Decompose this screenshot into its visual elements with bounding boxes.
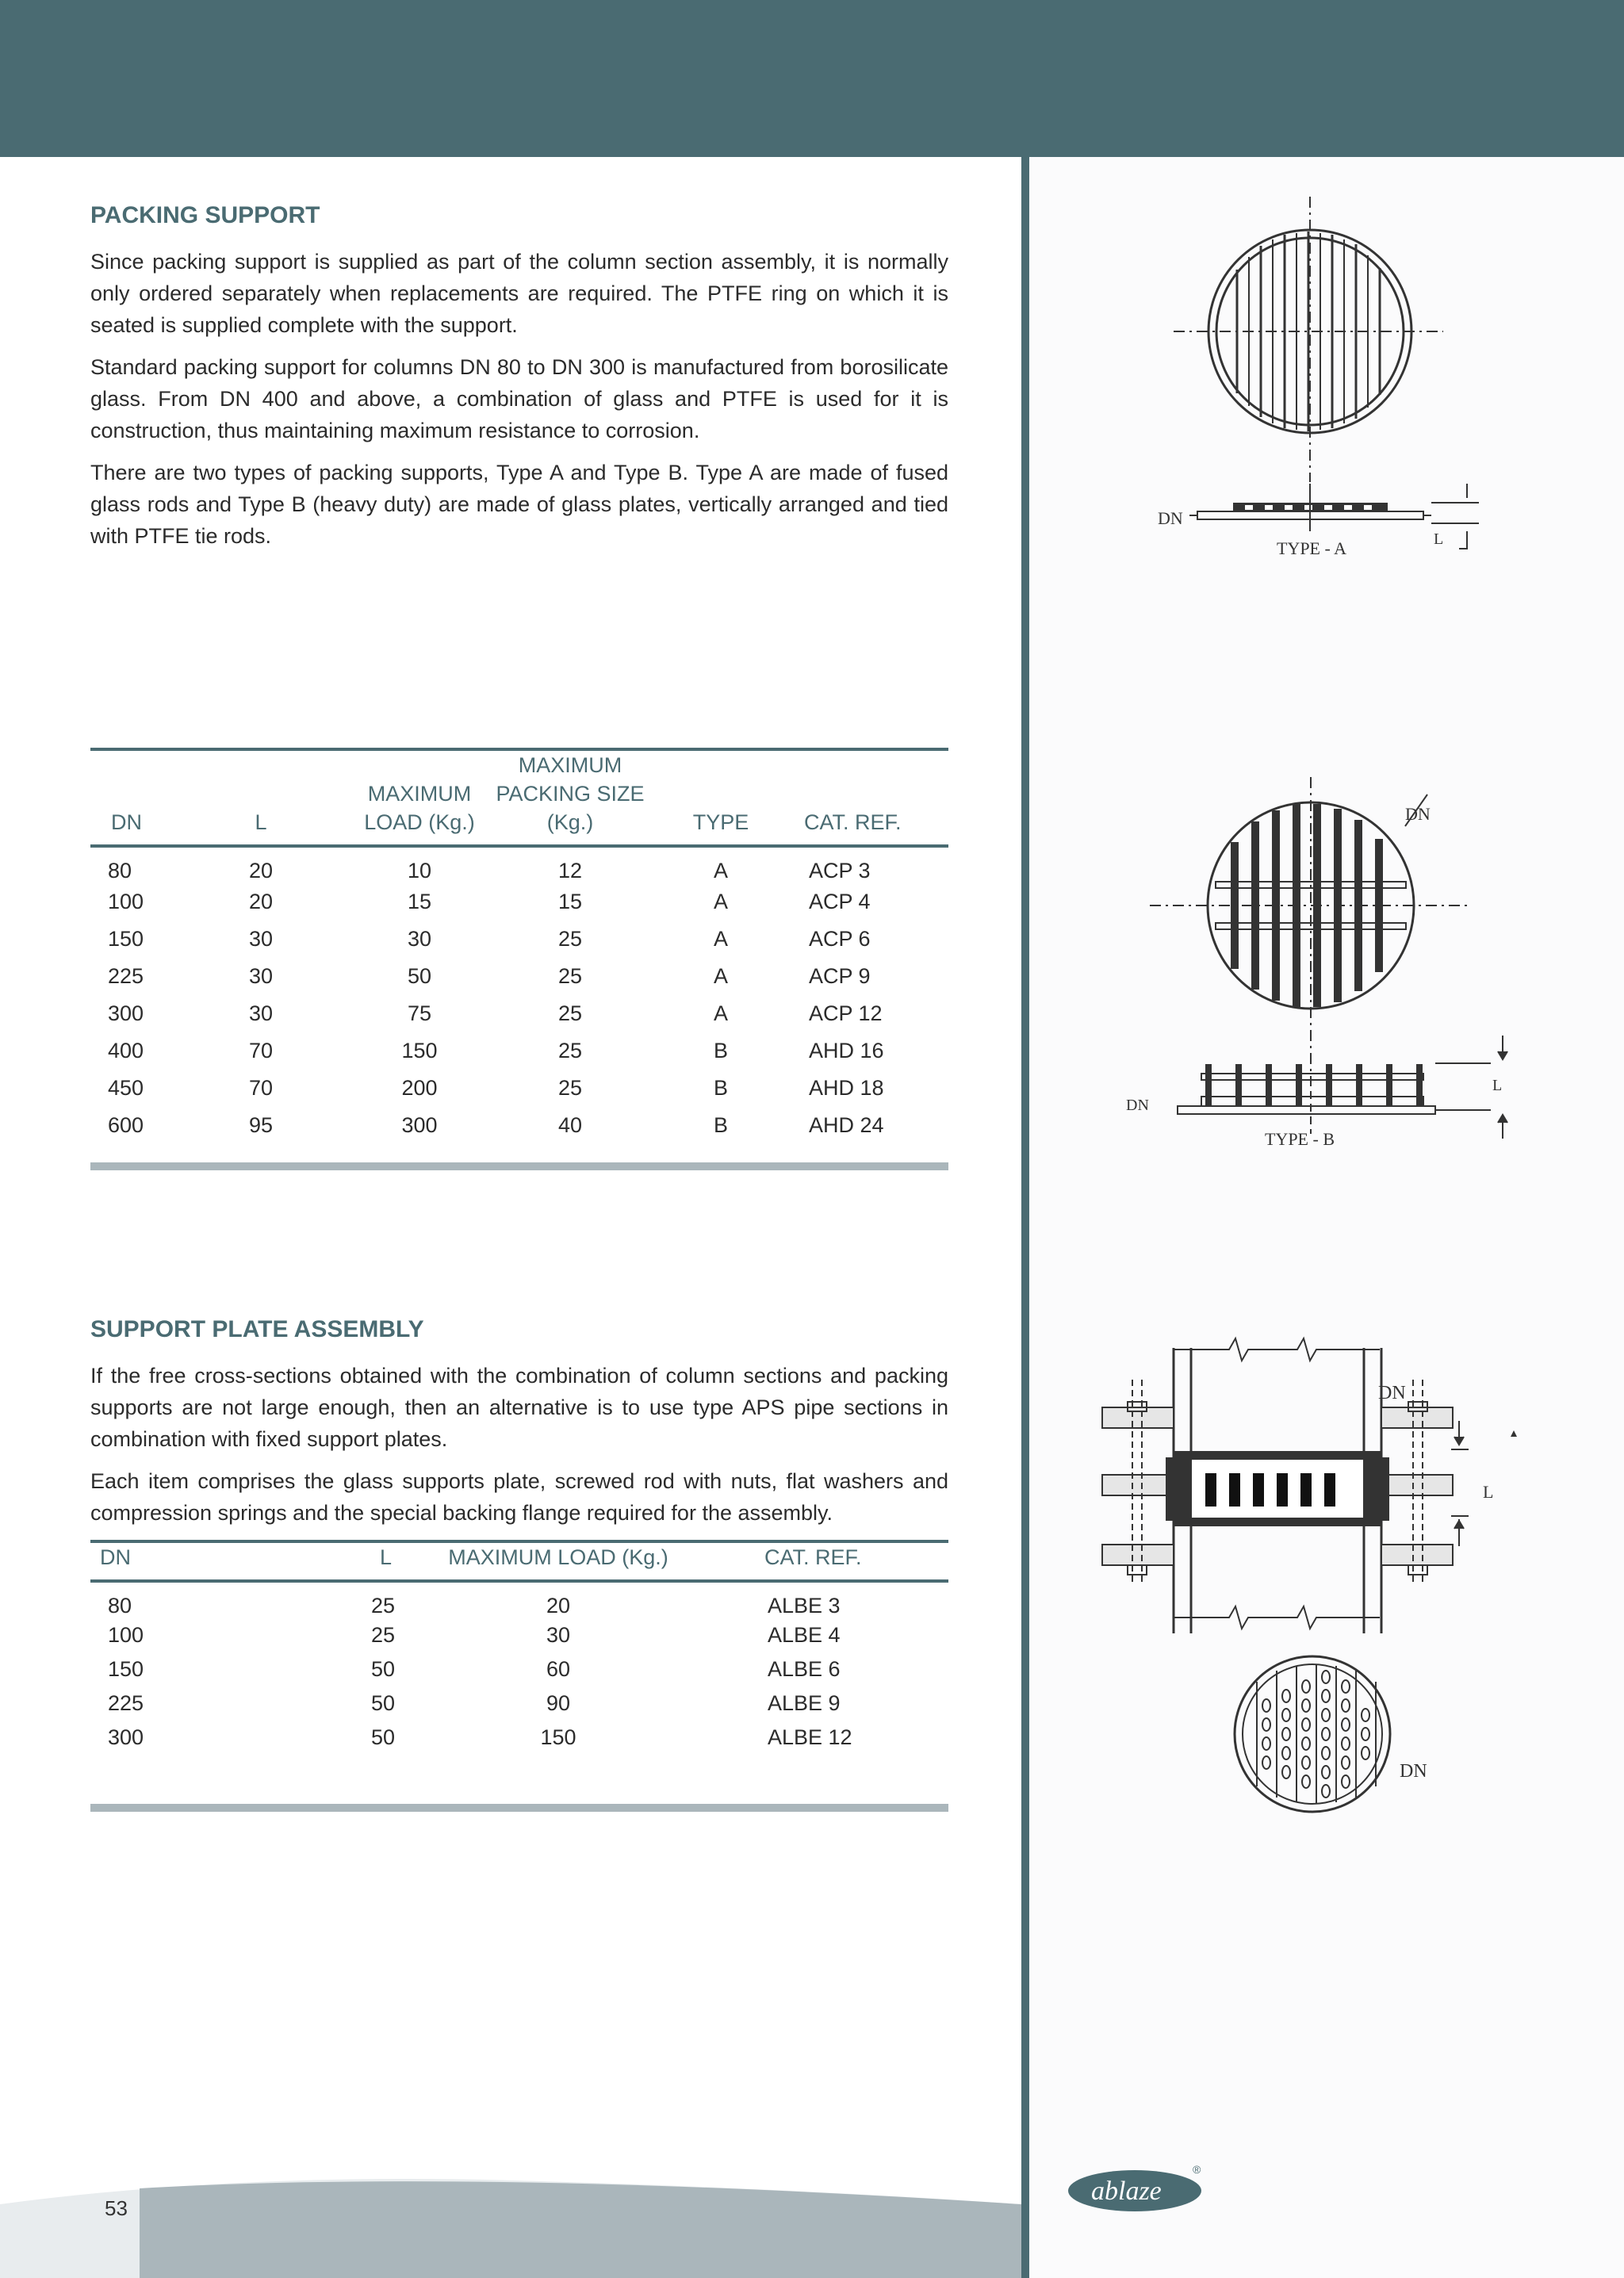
table-cell: 12 xyxy=(557,859,583,882)
table-cell: AHD 18 xyxy=(809,1076,884,1100)
table-cell: 25 xyxy=(557,964,583,988)
packing-support-paragraph-2: Standard packing support for columns DN 80 to DN 300 is manufactured from borosilicate glass. From DN 400 and above, a combination of glass and PTFE is used for it is construction, thus maintaining maximum resistance to corrosion. xyxy=(90,355,948,442)
table-cell: 600 xyxy=(108,1113,144,1137)
table-cell: 150 xyxy=(401,1039,438,1062)
table-cell: 300 xyxy=(401,1113,438,1137)
perforation-hole xyxy=(1302,1737,1310,1750)
table-cell: A xyxy=(713,927,728,951)
support-plate-plan-drawing xyxy=(1162,1653,1479,1824)
table-row xyxy=(90,846,948,883)
table-row xyxy=(90,1652,948,1686)
perforation-hole xyxy=(1302,1756,1310,1769)
table-cell: 150 xyxy=(108,927,144,951)
table-cell: 95 xyxy=(248,1113,274,1137)
support-plate-table-rule xyxy=(90,1804,948,1812)
table-row xyxy=(90,1721,948,1755)
table-cell: 225 xyxy=(108,1691,144,1715)
table-header-row xyxy=(90,749,948,846)
assembly-l-label: L xyxy=(1483,1482,1494,1502)
header-band xyxy=(0,0,1624,157)
col-header-type: TYPE xyxy=(692,810,749,834)
packing-support-title: PACKING SUPPORT xyxy=(90,202,320,228)
table-cell: B xyxy=(713,1113,728,1137)
table-cell: 100 xyxy=(108,890,144,913)
table-cell: 30 xyxy=(546,1623,571,1647)
perforation-hole xyxy=(1282,1747,1290,1759)
perforation-hole xyxy=(1262,1756,1270,1769)
perforation-hole xyxy=(1322,1747,1330,1759)
table-cell: 50 xyxy=(370,1657,395,1681)
logo-registered-mark: ® xyxy=(1193,2163,1201,2176)
table-row xyxy=(90,921,948,958)
col-header-l: L xyxy=(379,1545,392,1569)
perforation-hole xyxy=(1362,1709,1369,1721)
table-cell: ALBE 3 xyxy=(768,1594,841,1618)
page-number: 53 xyxy=(105,2196,128,2220)
perforation-hole xyxy=(1262,1737,1270,1750)
perforation-hole xyxy=(1322,1709,1330,1721)
table-cell: 450 xyxy=(108,1076,144,1100)
table-cell: B xyxy=(713,1076,728,1100)
col-header-cat-ref: CAT. REF. xyxy=(764,1545,862,1569)
col-header-l: L xyxy=(255,810,267,834)
table-row xyxy=(90,1618,948,1652)
perforation-hole xyxy=(1322,1785,1330,1798)
packing-support-paragraph-1: Since packing support is supplied as part of the column section assembly, it is normally only ordered separately when replacements are required. The PTFE ring on which it is seated is supplied complete with the support. xyxy=(90,250,948,337)
footer-wave xyxy=(0,2173,1021,2278)
perforation-hole xyxy=(1282,1690,1290,1702)
table-row xyxy=(90,1686,948,1721)
table-cell: 25 xyxy=(370,1594,395,1618)
table-cell: A xyxy=(713,964,728,988)
table-cell: 25 xyxy=(557,1001,583,1025)
table-cell: 15 xyxy=(557,890,583,913)
table-cell: 90 xyxy=(546,1691,571,1715)
perforation-hole xyxy=(1282,1728,1290,1740)
table-cell: A xyxy=(713,890,728,913)
table-cell: 30 xyxy=(407,927,432,951)
table-cell: 30 xyxy=(248,927,274,951)
table-cell: 25 xyxy=(557,1039,583,1062)
table-cell: 70 xyxy=(248,1039,274,1062)
table-cell: 15 xyxy=(407,890,432,913)
perforation-hole xyxy=(1342,1775,1350,1788)
table-cell: 150 xyxy=(540,1725,576,1749)
type-b-caption: TYPE - B xyxy=(1265,1129,1335,1149)
table-cell: 30 xyxy=(248,1001,274,1025)
perforation-hole xyxy=(1322,1728,1330,1740)
packing-support-table xyxy=(90,748,948,1144)
plate-dn-label: DN xyxy=(1400,1761,1427,1782)
table-cell: 400 xyxy=(108,1039,144,1062)
table-cell: 300 xyxy=(108,1725,144,1749)
packing-support-table-rule xyxy=(90,1162,948,1170)
table-cell: 225 xyxy=(108,964,144,988)
table-row xyxy=(90,958,948,995)
table-row xyxy=(90,1032,948,1070)
table-cell: 50 xyxy=(370,1725,395,1749)
table-cell: 25 xyxy=(557,927,583,951)
perforation-hole xyxy=(1322,1766,1330,1778)
table-cell: 20 xyxy=(248,859,274,882)
support-plate-title: SUPPORT PLATE ASSEMBLY xyxy=(90,1316,424,1342)
assembly-dn-label: DN xyxy=(1378,1383,1406,1403)
col-header-max-load: MAXIMUM LOAD (Kg.) xyxy=(364,782,475,834)
col-header-dn: DN xyxy=(111,810,142,834)
table-cell: ALBE 6 xyxy=(768,1657,841,1681)
table-cell: 80 xyxy=(108,1594,132,1618)
type-b-l-label: L xyxy=(1492,1077,1503,1094)
perforation-hole xyxy=(1262,1699,1270,1712)
support-plate-table xyxy=(90,1540,948,1755)
table-cell: 40 xyxy=(557,1113,583,1137)
table-cell: 60 xyxy=(546,1657,571,1681)
col-header-cat-ref: CAT. REF. xyxy=(804,810,902,834)
column-divider xyxy=(1021,157,1029,2278)
table-cell: 10 xyxy=(407,859,432,882)
table-cell: 80 xyxy=(108,859,132,882)
table-cell: ALBE 9 xyxy=(768,1691,841,1715)
table-cell: 30 xyxy=(248,964,274,988)
table-cell: 50 xyxy=(407,964,432,988)
table-cell: 150 xyxy=(108,1657,144,1681)
perforation-hole xyxy=(1342,1680,1350,1693)
table-row xyxy=(90,883,948,921)
table-cell: ALBE 12 xyxy=(768,1725,852,1749)
type-a-drawing xyxy=(1134,190,1499,571)
perforation-hole xyxy=(1342,1699,1350,1712)
ablaze-logo xyxy=(1067,2161,1210,2216)
table-cell: A xyxy=(713,859,728,882)
perforation-hole xyxy=(1302,1699,1310,1712)
perforation-hole xyxy=(1302,1775,1310,1788)
table-row xyxy=(90,1070,948,1107)
table-cell: ACP 4 xyxy=(809,890,871,913)
table-cell: ACP 6 xyxy=(809,927,871,951)
table-cell: ACP 9 xyxy=(809,964,871,988)
col-header-max-load: MAXIMUM LOAD (Kg.) xyxy=(448,1545,668,1569)
perforation-hole xyxy=(1302,1680,1310,1693)
perforation-hole xyxy=(1362,1728,1369,1740)
support-plate-paragraph-2: Each item comprises the glass supports plate, screwed rod with nuts, flat washers and compression springs and the special backing flange required for the assembly. xyxy=(90,1469,948,1525)
perforation-hole xyxy=(1342,1756,1350,1769)
perforation-hole xyxy=(1302,1718,1310,1731)
col-header-max-packing-size: MAXIMUM PACKING SIZE (Kg.) xyxy=(496,753,645,834)
table-cell: 20 xyxy=(546,1594,571,1618)
table-row xyxy=(90,995,948,1032)
perforation-hole xyxy=(1262,1718,1270,1731)
table-cell: 70 xyxy=(248,1076,274,1100)
table-cell: ACP 3 xyxy=(809,859,871,882)
table-cell: ACP 12 xyxy=(809,1001,883,1025)
type-b-dn-label-top: DN xyxy=(1405,804,1431,824)
perforation-hole xyxy=(1322,1671,1330,1683)
table-cell: 75 xyxy=(407,1001,432,1025)
perforation-hole xyxy=(1342,1718,1350,1731)
type-a-l-label: L xyxy=(1434,530,1444,548)
perforation-hole xyxy=(1282,1766,1290,1778)
type-a-caption: TYPE - A xyxy=(1277,538,1346,558)
perforation-hole xyxy=(1342,1737,1350,1750)
table-cell: ALBE 4 xyxy=(768,1623,841,1647)
table-cell: 100 xyxy=(108,1623,144,1647)
table-cell: A xyxy=(713,1001,728,1025)
table-cell: 200 xyxy=(401,1076,438,1100)
perforation-hole xyxy=(1322,1690,1330,1702)
perforation-hole xyxy=(1282,1709,1290,1721)
table-cell: AHD 24 xyxy=(809,1113,884,1137)
type-a-dn-label: DN xyxy=(1158,508,1183,528)
table-cell: AHD 16 xyxy=(809,1039,884,1062)
packing-support-paragraph-3: There are two types of packing supports, Type A and Type B. Type A are made of fused glass rods and Type B (heavy duty) are made of glass plates, vertically arranged and tied with PTFE tie rods. xyxy=(90,461,948,548)
table-row xyxy=(90,1107,948,1144)
table-header-row xyxy=(90,1541,948,1581)
table-cell: 50 xyxy=(370,1691,395,1715)
table-cell: 25 xyxy=(370,1623,395,1647)
table-cell: 25 xyxy=(557,1076,583,1100)
type-b-drawing xyxy=(1118,769,1515,1158)
table-cell: 300 xyxy=(108,1001,144,1025)
type-b-dn-label: DN xyxy=(1126,1097,1149,1114)
logo-text: ablaze xyxy=(1091,2177,1162,2206)
table-cell: 20 xyxy=(248,890,274,913)
table-row xyxy=(90,1581,948,1618)
support-plate-paragraph-1: If the free cross-sections obtained with the combination of column sections and packing supports are not large enough, then an alternative is to use type APS pipe sections in combination with fixed support plates. xyxy=(90,1364,948,1451)
perforation-hole xyxy=(1362,1747,1369,1759)
col-header-dn: DN xyxy=(100,1545,131,1569)
table-cell: B xyxy=(713,1039,728,1062)
